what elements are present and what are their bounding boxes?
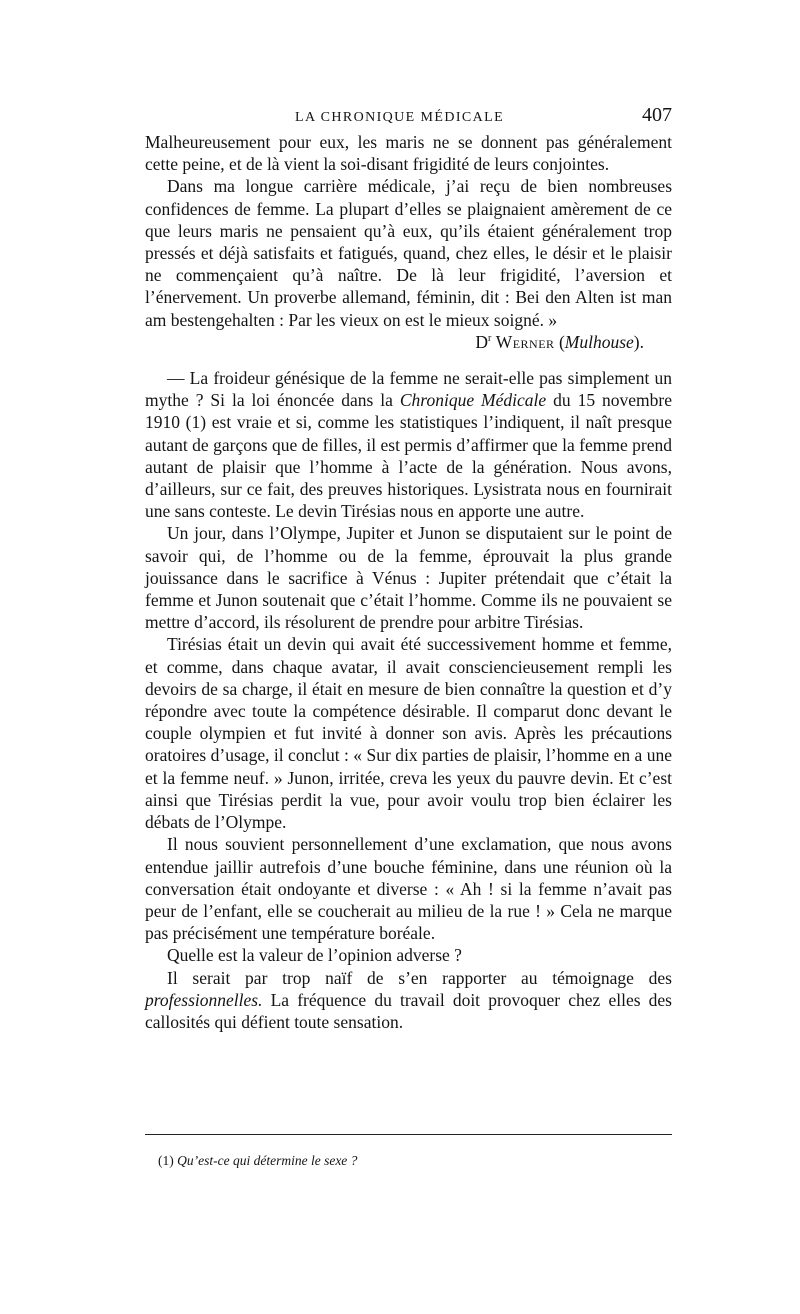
italic-term: professionnelles. [145, 989, 263, 1010]
signature-title: $D^r$ [475, 331, 492, 352]
footnote-marker: (1) [158, 1153, 178, 1168]
paragraph: Il serait par trop naïf de s’en rapporter au témoignage des professionnelles. La fréquence du travail doit provoquer chez elles des callosités qui défient toute sensation. [145, 967, 672, 1032]
article-body [145, 131, 672, 1033]
paragraph: — La froideur génésique de la femme ne serait-elle pas simplement un mythe ? Si la loi énoncée dans la Chronique Médicale du 15 novembre 1910 (1) est vraie et si, comme les statistiques l’indiquent, il naît presque autant de garçons que de filles, il est permis d’affirmer que la femme prend autant de plaisir que l’homme à l’acte de la génération. Nous avons, d’ailleurs, sur ce fait, des preuves historiques. Lysistrata nous en fournirait une sans conteste. Le devin Tirésias nous en apporte une autre. [145, 368, 672, 522]
paragraph: Dans ma longue carrière médicale, j’ai reçu de bien nombreuses confidences de femme. La plupart d’elles se plaignaient amèrement de ce que leurs maris ne pensaient qu’à eux, qu’ils étaient généralement trop pressés et déjà satisfaits et fatigués, quand, chez elles, le désir et le plaisir ne commençaient qu’à naître. De là leur frigidité, l’aversion et l’énervement. Un proverbe allemand, féminin, dit : Bei den Alten ist man am bestengehalten : Par les vieux on est le mieux soigné. » [145, 176, 672, 330]
paragraph: Tirésias était un devin qui avait été successivement homme et femme, et comme, dans chaque avatar, il avait consciencieusement rempli les devoirs de sa charge, il était en mesure de bien connaître la question et d’y répondre avec toute la compétence désirable. Il comparut donc devant le couple olympien et fut invité à donner son avis. Après les précautions oratoires d’usage, il conclut : « Sur dix parties de plaisir, l’homme en a une et la femme neuf. » Junon, irritée, creva les yeux du pauvre devin. Et c’est ainsi que Tirésias perdit la vue, pour avoir voulu trop bien éclairer les débats de l’Olympe. [145, 634, 672, 833]
paragraph: Il nous souvient personnellement d’une exclamation, que nous avons entendue jaillir autrefois d’une bouche féminine, dans une réunion où la conversation était ondoyante et diverse : « Ah ! si la femme n’avait pas peur de l’enfant, elle se coucherait au milieu de la rue ! » Cela ne marque pas précisément une température boréale. [145, 834, 672, 944]
author-signature: $D^r$ Werner (Mulhouse). [475, 331, 644, 352]
page-number: 407 [642, 104, 672, 126]
footnote [158, 1153, 357, 1169]
paragraph: Quelle est la valeur de l’opinion adverse ? [167, 945, 462, 966]
journal-title: LA CHRONIQUE MÉDICALE [295, 110, 505, 125]
footnote-text: Qu’est-ce qui détermine le sexe ? [177, 1153, 358, 1168]
signature-name: Werner [495, 331, 555, 352]
journal-reference: Chronique Médicale [399, 390, 547, 411]
signature-city: Mulhouse [564, 331, 634, 352]
footnote-divider [145, 1134, 672, 1135]
paragraph: Un jour, dans l’Olympe, Jupiter et Junon se disputaient sur le point de savoir qui, de l’homme ou de la femme, éprouvait la plus grande jouissance dans le sacrifice à Vénus : Jupiter prétendait que c’était la femme et Junon soutenait que c’était l’homme. Comme ils ne pouvaient se mettre d’accord, ils résolurent de prendre pour arbitre Tirésias. [145, 523, 672, 633]
paragraph: Malheureusement pour eux, les maris ne se donnent pas généralement cette peine, et de là vient la soi-disant frigidité de leurs conjointes. [145, 132, 672, 175]
